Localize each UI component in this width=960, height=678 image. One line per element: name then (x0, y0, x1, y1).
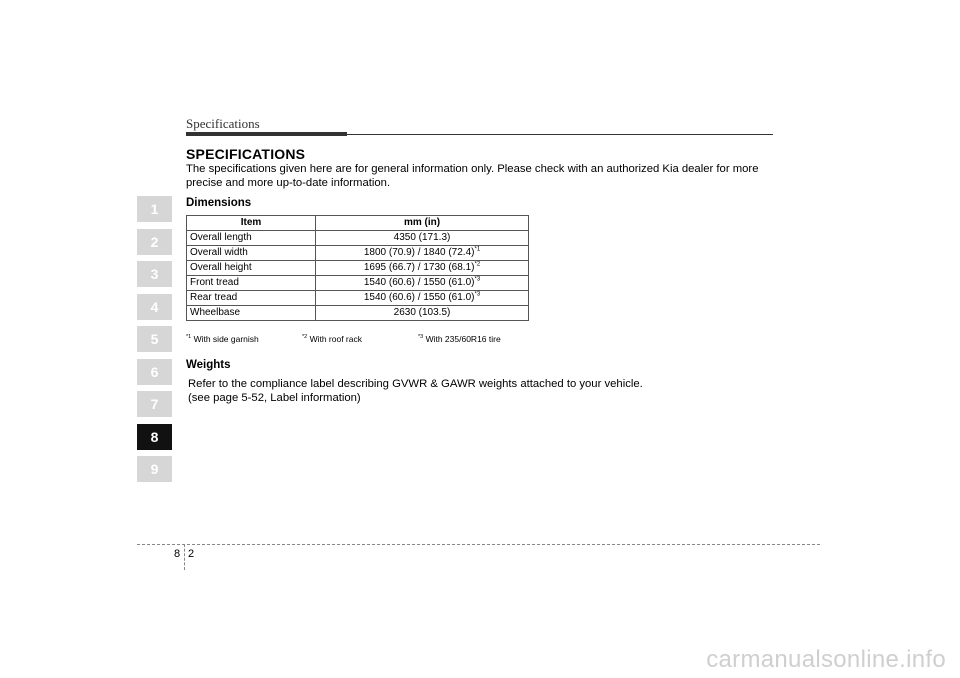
chapter-tabs (137, 196, 172, 489)
chapter-tab-5[interactable]: 5 (137, 326, 172, 352)
column-header-value: mm (in) (316, 216, 529, 231)
row-item: Rear tread (187, 291, 316, 306)
footnote: $^{*3}$ With 235/60R16 tire (418, 334, 501, 344)
weights-heading: Weights (186, 359, 231, 371)
weights-line: (see page 5-52, Label information) (188, 391, 361, 404)
table-header-row (187, 216, 529, 231)
table-row (187, 306, 529, 321)
row-item: Wheelbase (187, 306, 316, 321)
chapter-tab-7[interactable]: 7 (137, 391, 172, 417)
footnote: $^{*1}$ With side garnish (186, 334, 259, 344)
table-row (187, 246, 529, 261)
table-row (187, 261, 529, 276)
footnote-mark: *2 (474, 261, 481, 268)
footer-page-number: 2 (188, 548, 195, 560)
header-rule-thick (186, 132, 347, 136)
footer-divider (184, 544, 185, 570)
chapter-tab-1[interactable]: 1 (137, 196, 172, 222)
row-value: 1540 (60.6) / 1550 $(61.0)^{*3}$ (316, 291, 529, 306)
row-value: 2630 (103.5) (316, 306, 529, 321)
footnote-mark: *3 (474, 276, 481, 283)
table-row (187, 276, 529, 291)
row-item: Overall width (187, 246, 316, 261)
row-value: 4350 (171.3) (316, 231, 529, 246)
row-item: Overall height (187, 261, 316, 276)
table-row (187, 231, 529, 246)
footnote-mark: *3 (474, 291, 481, 298)
dimensions-table (186, 215, 529, 321)
watermark: carmanualsonline.info (706, 646, 946, 673)
footnote-mark: *1 (474, 246, 481, 253)
footnote: $^{*2}$ With roof rack (302, 334, 362, 344)
chapter-tab-4[interactable]: 4 (137, 294, 172, 320)
chapter-tab-9[interactable]: 9 (137, 456, 172, 482)
footer-chapter-number: 8 (174, 548, 181, 560)
intro-paragraph: The specifications given here are for general information only. Please check with an authorized Kia dealer for more precise and more up-to-date information. (186, 163, 759, 189)
row-value: 1800 (70.9) / 1840 $(72.4)^{*1}$ (316, 246, 529, 261)
row-value: 1540 (60.6) / 1550 $(61.0)^{*3}$ (316, 276, 529, 291)
running-header: Specifications (186, 116, 260, 131)
chapter-tab-6[interactable]: 6 (137, 359, 172, 385)
dimensions-footnotes (186, 334, 526, 346)
weights-paragraph (188, 378, 643, 405)
dimensions-heading: Dimensions (186, 197, 252, 209)
section-heading: SPECIFICATIONS (186, 146, 306, 162)
header-rule-thin (347, 134, 773, 135)
weights-line: Refer to the compliance label describing GVWR & GAWR weights attached to your vehicle. (188, 378, 643, 390)
chapter-tab-8[interactable]: 8 (137, 424, 172, 450)
row-item: Overall length (187, 231, 316, 246)
column-header-item: Item (187, 216, 316, 231)
row-value: 1695 (66.7) / 1730 $(68.1)^{*2}$ (316, 261, 529, 276)
table-row (187, 291, 529, 306)
row-item: Front tread (187, 276, 316, 291)
chapter-tab-2[interactable]: 2 (137, 229, 172, 255)
footer-rule (137, 544, 820, 545)
chapter-tab-3[interactable]: 3 (137, 261, 172, 287)
